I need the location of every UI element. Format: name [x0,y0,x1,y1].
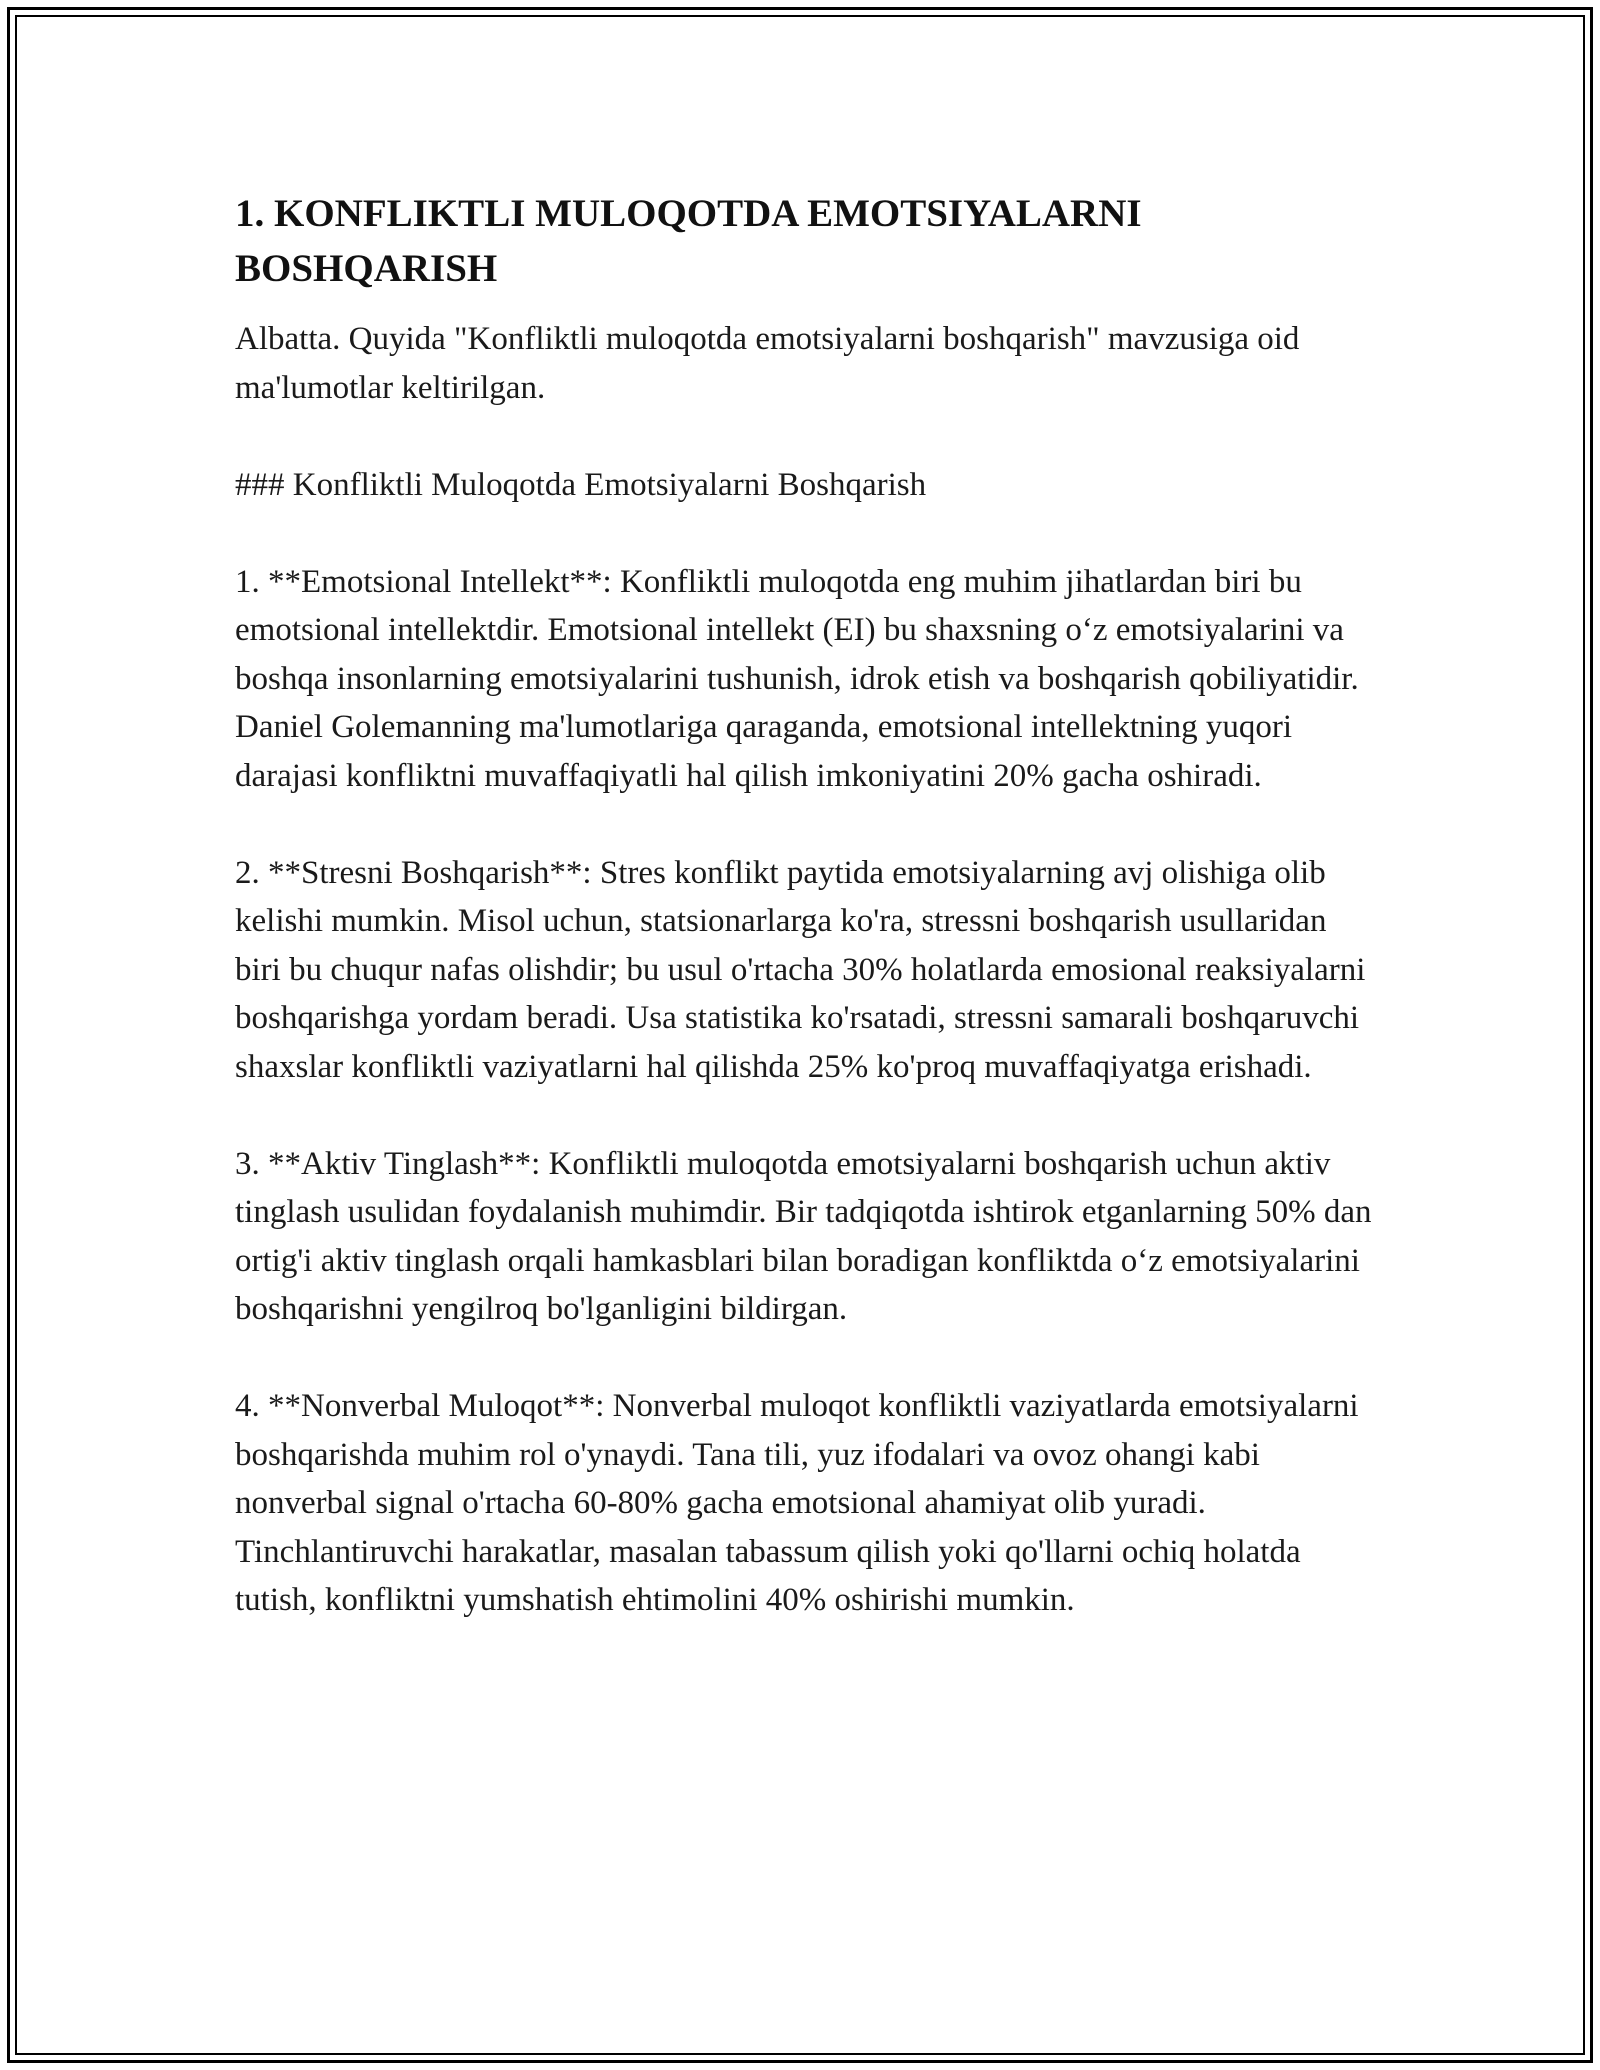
document-body [235,186,1375,1673]
point-stress-management: 2. **Stresni Boshqarish**: Stres konflikt paytida emotsiyalarning avj olishiga olib kelishi mumkin. Misol uchun, statsionarlarga ko'ra, stressni boshqarish usullaridan biri bu chuqur nafas olishdir; bu usul o'rtacha 30% holatlarda emosional reaksiyalarni boshqarishga yordam beradi. Usa statistika ko'rsatadi, stressni samarali boshqaruvchi shaxslar konfliktli vaziyatlarni hal qilishda 25% ko'proq muvaffaqiyatga erishadi. [235,854,1366,1085]
document-title: 1. KONFLIKTLI MULOQOTDA EMOTSIYALARNI BOSHQARISH [235,192,1142,290]
point-nonverbal-communication: 4. **Nonverbal Muloqot**: Nonverbal muloqot konfliktli vaziyatlarda emotsiyalarni boshqarishda muhim rol o'ynaydi. Tana tili, yuz ifodalari va ovoz ohangi kabi nonverbal signal o'rtacha 60-80% gacha emotsional ahamiyat olib yuradi. Tinchlantiruvchi harakatlar, masalan tabassum qilish yoki qo'llarni ochiq holatda tutish, konfliktni yumshatish ehtimolini 40% oshirishi mumkin. [235,1388,1359,1618]
point-active-listening: 3. **Aktiv Tinglash**: Konfliktli muloqotda emotsiyalarni boshqarish uchun aktiv tinglash usulidan foydalanish muhimdir. Bir tadqiqotda ishtirok etganlarning 50% dan ortig'i aktiv tinglash orqali hamkasblari bilan boradigan konfliktda o‘z emotsiyalarini boshqarishni yengilroq bo'lganligini bildirgan. [235,1145,1372,1327]
section-subheading: ### Konfliktli Muloqotda Emotsiyalarni Boshqarish [235,466,927,503]
intro-paragraph: Albatta. Quyida "Konfliktli muloqotda emotsiyalarni boshqarish" mavzusiga oid ma'lumotlar keltirilgan. [235,321,1300,406]
point-emotional-intelligence: 1. **Emotsional Intellekt**: Konfliktli muloqotda eng muhim jihatlardan biri bu emotsional intellektdir. Emotsional intellekt (EI) bu shaxsning o‘z emotsiyalarini va boshqa insonlarning emotsiyalarini tushunish, idrok etish va boshqarish qobiliyatidir. Daniel Golemanning ma'lumotlariga qaraganda, emotsional intellektning yuqori darajasi konfliktni muvaffaqiyatli hal qilish imkoniyatini 20% gacha oshiradi. [235,563,1359,794]
